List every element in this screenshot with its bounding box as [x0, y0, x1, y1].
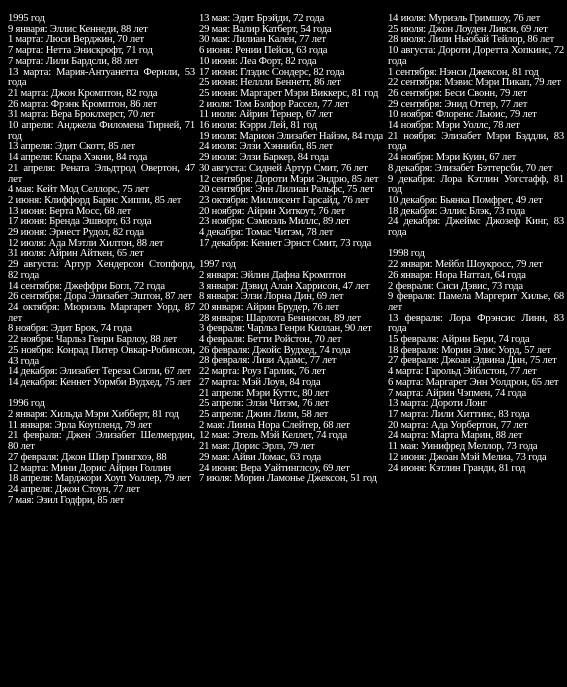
death-entry: 2 июля: Том Бэлфор Рассел, 77 лет — [198, 98, 349, 110]
death-entry: 24 марта: Марта Марин, 88 лет — [387, 430, 523, 442]
death-entry: 14 апреля: Клара Хэкни, 84 года — [8, 152, 148, 164]
death-entry: 26 января: Нора Наттал, 64 года — [387, 269, 526, 281]
death-entry: 13 февраля: Лора Фрэнсис Линн, 83 года — [387, 312, 564, 335]
death-entry: 13 марта: Мария-Антуанетта Фернли, 53 года — [8, 66, 195, 89]
death-entry: 26 марта: Фрэнк Кромптон, 86 лет — [8, 98, 157, 110]
death-entry: 4 февраля: Бетти Ройстон, 70 лет — [198, 334, 342, 346]
death-entry: 22 сентября: Мэвис Мэри Пикап, 79 лет — [387, 77, 561, 89]
year-heading: 1995 год — [8, 14, 45, 24]
death-entry: 24 октября: Мюриэль Маргарет Уорд, 87 лет — [8, 301, 195, 324]
death-entry: 2 января: Хильда Мэри Хибберт, 81 год — [8, 409, 179, 420]
death-entry: 4 мая: Кейт Мод Селлорс, 75 лет — [8, 184, 149, 196]
death-entry: 21 мая: Дорис Эрлз, 79 лет — [198, 441, 315, 453]
death-entry: 12 июня: Джоан Мэй Мелиа, 73 года — [387, 451, 547, 463]
death-entry: 14 сентября: Джеффри Богл, 72 года — [8, 280, 165, 292]
death-entry: 29 июля: Элзи Баркер, 84 года — [198, 152, 329, 164]
death-entry: 7 июля: Морин Ламонье Джексон, 51 год — [198, 473, 377, 485]
death-entry: 10 декабря: Бьянка Помфрет, 49 лет — [387, 194, 543, 206]
death-entry: 24 июня: Кэтлин Гранди, 81 год — [387, 462, 526, 474]
death-entry: 12 марта: Мини Дорис Айрин Голлин — [8, 462, 171, 474]
death-entry: 11 мая: Уинифред Меллор, 73 года — [387, 441, 538, 453]
death-entry: 20 января: Айрин Брудер, 76 лет — [198, 301, 339, 313]
death-entry: 24 июля: Элзи Хэннибл, 85 лет — [198, 141, 333, 153]
death-entry: 23 октября: Миллисент Гарсайд, 76 лет — [198, 194, 370, 206]
death-entry: 3 января: Дэвид Алан Харрисон, 47 лет — [198, 280, 370, 292]
death-entry: 12 июля: Ада Мэтли Хилтон, 88 лет — [8, 237, 164, 249]
death-entry: 15 февраля: Айрин Бери, 74 года — [387, 334, 530, 346]
death-entry: 28 февраля: Лизи Адамс, 77 лет — [198, 355, 337, 367]
death-entry: 12 сентября: Дороти Мэри Эндрю, 85 лет — [198, 173, 379, 185]
death-entry: 18 апреля: Марджори Хоуп Уоллер, 79 лет — [8, 473, 191, 485]
year-heading: 1998 год — [387, 248, 425, 260]
death-entry: 29 сентября: Энид Оттер, 77 лет — [387, 98, 528, 110]
death-entry: 12 мая: Этель Мэй Келлет, 74 года — [198, 430, 347, 442]
death-entry: 14 декабря: Элизабет Тереза Сигли, 67 лет — [8, 366, 191, 378]
death-entry: 25 апреля: Элзи Читэм, 76 лет — [198, 398, 329, 410]
death-entry: 29 июня: Эрнест Рудол, 82 года — [8, 227, 144, 239]
death-entry: 17 июня: Глэдис Сондерс, 82 года — [198, 66, 345, 78]
death-entry: 26 сентября: Беси Свонн, 79 лет — [387, 87, 527, 99]
death-entry: 11 июля: Айрин Тернер, 67 лет — [198, 109, 333, 121]
death-entry: 16 июля: Кэрри Лей, 81 год — [198, 120, 317, 132]
column-2 — [199, 14, 385, 687]
death-entry: 7 мая: Эзил Годфри, 85 лет — [8, 494, 124, 506]
death-entry: 26 февраля: Джойс Вудхед, 74 года — [198, 344, 351, 356]
death-entry: 17 марта: Лили Хиттинс, 83 года — [387, 409, 530, 420]
column-1 — [8, 14, 195, 687]
death-entry: 24 ноября: Мэри Куин, 67 лет — [387, 152, 517, 164]
death-entry: 8 декабря: Элизабет Бэттерсби, 70 лет — [387, 162, 553, 174]
death-entry: 2 июня: Клиффорд Барнс Хиппи, 85 лет — [8, 194, 182, 206]
death-entry: 23 ноября: Сэмюэль Миллс, 89 лет — [198, 216, 350, 228]
death-entry: 30 мая: Лилиан Кален, 77 лет — [198, 34, 326, 46]
death-entry: 6 июня: Рении Пейси, 63 года — [198, 45, 328, 57]
death-entry: 7 марта: Нетта Энискрофт, 71 год — [8, 45, 153, 57]
death-entry: 30 августа: Сидней Артур Смит, 76 лет — [198, 162, 368, 174]
death-entry: 25 апреля: Джин Лили, 58 лет — [198, 409, 329, 420]
death-entry: 13 мая: Эдит Брэйди, 72 года — [198, 14, 325, 24]
death-entry: 17 июня: Бренда Эшворт, 63 года — [8, 216, 152, 228]
death-entry: 20 сентября: Энн Лилиан Ральфс, 75 лет — [198, 184, 374, 196]
death-entry: 3 февраля: Чарльз Генри Киллан, 90 лет — [198, 323, 372, 335]
death-entry: 9 февраля: Памела Маргерит Хилье, 68 лет — [387, 291, 564, 313]
death-entry: 29 августа: Артур Хендерсон Стопфорд, 82 года — [8, 259, 195, 281]
death-entry: 10 ноября: Флоренс Льюис, 79 лет — [387, 109, 537, 121]
death-entry: 10 июня: Леа Форт, 82 года — [198, 55, 317, 67]
death-entry: 24 декабря: Джеймс Джозеф Кинг, 83 года — [387, 216, 564, 239]
death-entry: 31 марта: Вера Броклхерст, 70 лет — [8, 109, 155, 121]
death-entry: 2 февраля: Сиси Дэвис, 73 года — [387, 280, 523, 292]
death-entry: 21 ноября: Элизабет Мэри Бэддли, 83 года — [387, 130, 564, 153]
death-entry: 25 июня: Маргарет Мэри Виккерс, 81 год — [198, 87, 379, 99]
death-entry: 2 мая: Лиина Нора Слейтер, 68 лет — [198, 419, 350, 431]
death-entry: 8 января: Элзи Лорна Дин, 69 лет — [198, 291, 344, 303]
death-entry: 14 июля: Муриэль Гримшоу, 76 лет — [387, 14, 540, 24]
death-entry: 29 мая: Айви Ломас, 63 года — [198, 451, 322, 463]
death-entry: 31 июля: Айрин Айткен, 65 лет — [8, 248, 144, 260]
death-entry: 22 января: Мейбл Шоукросс, 79 лет — [387, 259, 543, 271]
death-entry: 9 декабря: Лора Кэтлин Уогстафф, 81 год — [387, 173, 564, 196]
death-entry: 28 января: Шарлота Беннисон, 89 лет — [198, 312, 361, 324]
year-heading: 1996 год — [8, 398, 45, 410]
death-entry: 14 декабря: Кеннет Уормби Вудхед, 75 лет — [8, 376, 192, 388]
death-entry: 7 марта: Айрин Чэпмен, 74 года — [387, 387, 526, 399]
death-entry: 13 июня: Берта Мосс, 68 лет — [8, 205, 131, 217]
death-entry: 28 июля: Лили Ньюбай Тейлор, 86 лет — [387, 34, 555, 46]
death-entry: 22 марта: Роуз Гарлик, 76 лет — [198, 366, 326, 378]
death-entry: 21 апреля: Рената Эльдтрод Овертон, 47 лет — [8, 162, 195, 185]
death-entry: 29 мая: Валир Катберт, 54 года — [198, 23, 332, 35]
death-entry: 9 января: Эллис Кеннеди, 88 лет — [8, 23, 148, 35]
death-entry: 21 февраля: Джен Элизабет Шелмердин, 80 лет — [8, 430, 195, 453]
death-entry: 27 марта: Мэй Лоув, 84 года — [198, 376, 321, 388]
death-entry: 18 февраля: Морин Элис Уорд, 57 лет — [387, 344, 551, 356]
death-entry: 17 декабря: Кеннет Эрнст Смит, 73 года — [198, 237, 372, 249]
death-entry: 18 декабря: Эллис Блэк, 73 года — [387, 205, 526, 217]
death-entry: 27 февраля: Джоан Эдвина Дин, 75 лет — [387, 355, 557, 367]
death-entry: 1 сентября: Нэнси Джексон, 81 год — [387, 66, 539, 78]
death-entry: 8 ноября: Эдит Брок, 74 года — [8, 323, 132, 335]
death-entry: 11 января: Эрла Коупленд, 79 лет — [8, 419, 152, 431]
death-entry: 21 апреля: Мэри Куттс, 80 лет — [198, 387, 329, 399]
death-entry: 26 сентября: Дора Элизабет Эштон, 87 лет — [8, 291, 192, 303]
death-entry: 13 апреля: Эдит Скотт, 85 лет — [8, 141, 135, 153]
death-entry: 20 марта: Ада Уорбертон, 77 лет — [387, 419, 528, 431]
death-entry: 22 ноября: Чарльз Генри Барлоу, 88 лет — [8, 334, 177, 346]
death-entry: 2 января: Эйлин Дафна Кромптон — [198, 269, 346, 281]
death-entry: 25 июля: Джон Лоуден Ливси, 69 лет — [387, 23, 548, 35]
death-entry: 25 ноября: Конрад Питер Овкар-Робинсон, 43 года — [8, 344, 195, 367]
death-entry: 24 апреля: Джон Стоун, 77 лет — [8, 483, 140, 495]
death-entry: 20 ноября: Айрин Хиткоут, 76 лет — [198, 205, 345, 217]
death-entry: 10 апреля: Анджела Филомена Тирней, 71 год — [8, 120, 195, 142]
death-entry: 13 марта: Дороти Лонг — [387, 398, 487, 410]
death-entry: 6 марта: Маргарет Энн Уолдрон, 65 лет — [387, 376, 559, 388]
death-entry: 4 декабря: Томас Читэм, 78 лет — [198, 227, 334, 239]
death-entry: 27 февраля: Джон Шир Грингхоэ, 88 — [8, 451, 167, 463]
death-entry: 24 июня: Вера Уайтинглсоу, 69 лет — [198, 462, 350, 474]
year-heading: 1997 год — [198, 259, 236, 271]
death-entry: 25 июня: Неллли Беннетт, 86 лет — [198, 77, 341, 89]
death-entry: 4 марта: Гарольд Эйблстон, 77 лет — [387, 366, 537, 378]
death-entry: 14 ноября: Мэри Уоллс, 78 лет — [387, 120, 520, 132]
death-entry: 19 июля: Марион Элизабет Найэм, 84 года — [198, 130, 384, 142]
death-entry: 21 марта: Джон Кромптон, 82 года — [8, 87, 158, 99]
death-entry: 10 августа: Дороти Доретта Хопкинс, 72 года — [387, 45, 564, 67]
death-entry: 1 марта: Люси Верджин, 70 лет — [8, 34, 144, 46]
death-entry: 7 марта: Лили Бардсли, 88 лет — [8, 55, 139, 67]
column-3 — [388, 14, 564, 687]
